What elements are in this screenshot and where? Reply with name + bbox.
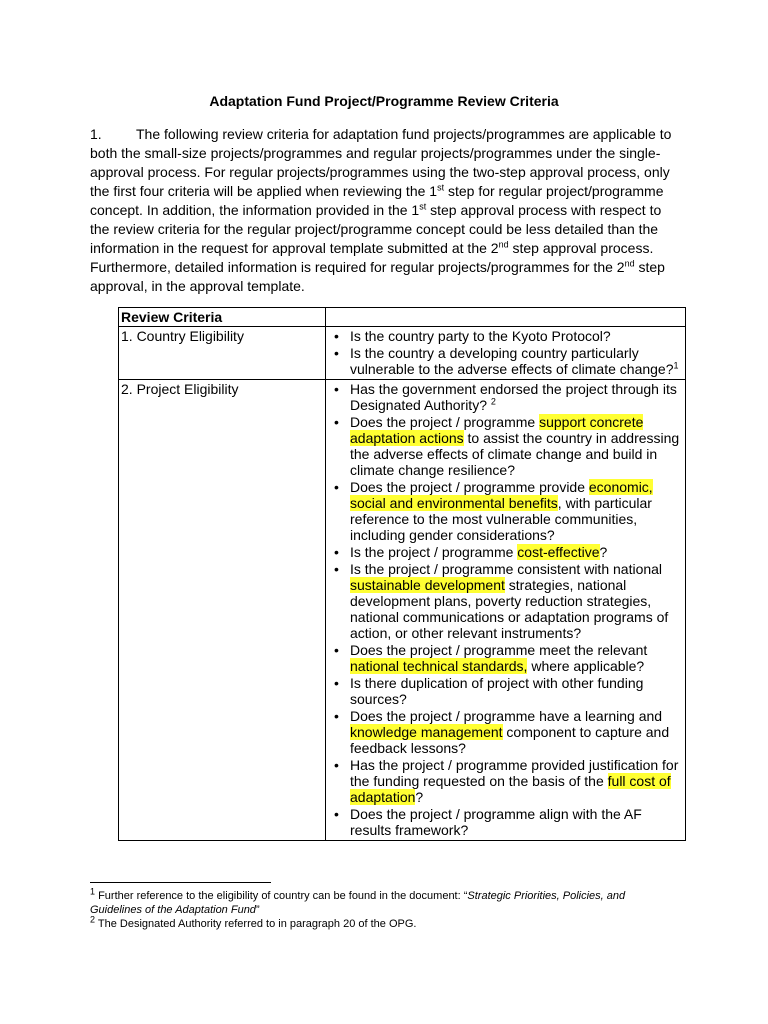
footnote-text: The Designated Authority referred to in paragraph 20 of the OPG. bbox=[95, 918, 417, 930]
document-title: Adaptation Fund Project/Programme Review Criteria bbox=[209, 93, 559, 109]
question-text: , with particular reference to the most vulnerable communities, including gender considerations? bbox=[350, 495, 652, 543]
list-item bbox=[328, 328, 683, 344]
question-text: Is the project / programme bbox=[350, 544, 518, 560]
list-item bbox=[328, 757, 683, 805]
list-item bbox=[328, 544, 683, 560]
question-text: Does the project / programme provide bbox=[350, 479, 589, 495]
intro-paragraph bbox=[90, 125, 675, 296]
table-header-row bbox=[119, 308, 686, 327]
ordinal-suffix: nd bbox=[624, 258, 635, 269]
question-text: Does the project / programme have a learning and bbox=[350, 708, 663, 724]
footnote-number: 1 bbox=[90, 886, 96, 897]
criterion-label: 2. Project Eligibility bbox=[119, 380, 326, 841]
highlighted-text: full cost of adaptation bbox=[350, 773, 671, 805]
highlighted-text: national technical standards, bbox=[350, 658, 528, 674]
table-row-country-eligibility bbox=[119, 327, 686, 380]
question-text: ? bbox=[599, 544, 608, 560]
footnote-number: 2 bbox=[90, 914, 96, 925]
question-text: where applicable? bbox=[527, 658, 645, 674]
highlighted-text: knowledge management bbox=[350, 724, 503, 740]
table-header-cell: Review Criteria bbox=[119, 308, 326, 327]
paragraph-text: step approval process with respect to the review criteria for the regular project/programme concept could be less detailed than the information in the request for approval template submitted at the 2 bbox=[90, 202, 662, 256]
list-item bbox=[328, 642, 683, 674]
question-text: Does the project / programme align with the AF results framework? bbox=[350, 806, 642, 838]
question-text: Does the project / programme bbox=[350, 414, 540, 430]
highlighted-text: support concrete adaptation actions bbox=[350, 414, 644, 446]
question-list bbox=[328, 328, 683, 377]
question-list bbox=[328, 381, 683, 838]
question-text: component to capture and feedback lessons? bbox=[350, 724, 670, 756]
footnote-1 bbox=[90, 886, 680, 917]
list-item bbox=[328, 479, 683, 543]
paragraph-text: The following review criteria for adaptation fund projects/programmes are applicable to both the small-size projects/programmes and regular projects/programmes under the single-approval process. For regular projects/programmes using the two-step approval process, only the first four criteria will be applied when reviewing the 1 bbox=[90, 126, 672, 199]
question-text: Has the project / programme provided justification for the funding requested on the basis of the bbox=[350, 757, 679, 789]
paragraph-text: step for regular project/programme concept. In addition, the information provided in the 1 bbox=[90, 183, 664, 218]
highlighted-text: economic, social and environmental benefits bbox=[350, 479, 653, 511]
footnote-separator bbox=[90, 882, 271, 883]
paragraph-text: step approval process. Furthermore, detailed information is required for regular projects/programmes for the 2 bbox=[90, 240, 654, 275]
criterion-questions bbox=[326, 327, 686, 380]
criterion-label: 1. Country Eligibility bbox=[119, 327, 326, 380]
paragraph-text: step approval, in the approval template. bbox=[90, 259, 665, 294]
ordinal-suffix: st bbox=[437, 182, 445, 193]
highlighted-text: sustainable development bbox=[350, 577, 505, 593]
question-text: to assist the country in addressing the adverse effects of climate change and build in climate change resilience? bbox=[350, 430, 680, 478]
list-item bbox=[328, 345, 683, 377]
list-item bbox=[328, 675, 683, 707]
table-header-empty-cell bbox=[326, 308, 686, 327]
question-text: Is there duplication of project with other funding sources? bbox=[350, 675, 644, 707]
footnote-2 bbox=[90, 914, 680, 931]
question-text: ? bbox=[415, 789, 424, 805]
list-item bbox=[328, 708, 683, 756]
footnote-document-title: Strategic Priorities, Policies, and Guidelines of the Adaptation Fund bbox=[90, 890, 626, 916]
review-criteria-table bbox=[118, 307, 686, 841]
question-text: Is the project / programme consistent with national bbox=[350, 561, 663, 577]
question-text: strategies, national development plans, poverty reduction strategies, national communications or adaptation programs of action, or other relevant instruments? bbox=[350, 577, 669, 641]
highlighted-text: cost-effective bbox=[517, 544, 600, 560]
list-item bbox=[328, 561, 683, 641]
question-text: Does the project / programme meet the relevant bbox=[350, 642, 648, 658]
list-item bbox=[328, 806, 683, 838]
footnote-text: Further reference to the eligibility of country can be found in the document: “ bbox=[95, 890, 468, 902]
question-text: Has the government endorsed the project through its Designated Authority? bbox=[350, 381, 677, 413]
ordinal-suffix: st bbox=[419, 201, 427, 212]
ordinal-suffix: nd bbox=[498, 239, 509, 250]
question-text: Is the country party to the Kyoto Protocol? bbox=[350, 328, 611, 344]
footnote-text: ” bbox=[255, 904, 260, 916]
footnote-ref: 1 bbox=[673, 360, 679, 371]
list-item bbox=[328, 414, 683, 478]
footnote-ref: 2 bbox=[490, 396, 496, 407]
criterion-questions bbox=[326, 380, 686, 841]
question-text: Is the country a developing country particularly vulnerable to the adverse effects of climate change? bbox=[350, 345, 674, 377]
list-item bbox=[328, 381, 683, 413]
paragraph-number: 1. bbox=[90, 126, 102, 142]
table-row-project-eligibility bbox=[119, 380, 686, 841]
